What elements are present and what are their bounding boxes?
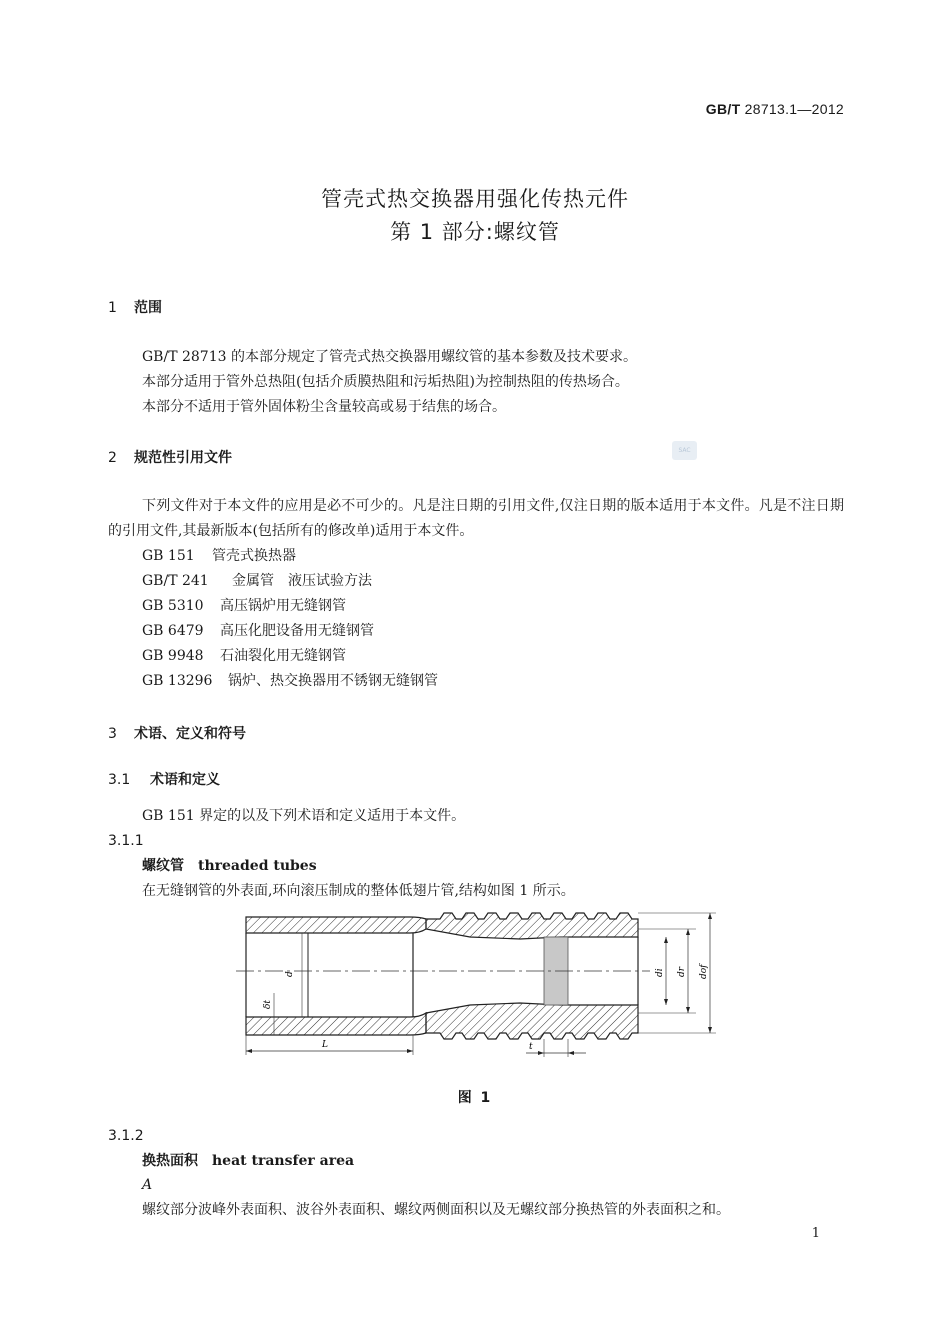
term-entry: 换热面积 heat transfer area [142,1153,355,1169]
term-definition: 在无缝钢管的外表面,环向滚压制成的整体低翅片管,结构如图 1 所示。 [142,883,575,899]
section-1-heading: 1 范围 [108,300,162,316]
reference-item: GB 151 管壳式换热器 [142,548,296,564]
term-entry: 螺纹管 threaded tubes [142,858,317,874]
document-title-line2: 第 1 部分:螺纹管 [390,220,560,244]
label-t: t [529,1042,533,1052]
watermark-logo: SAC [672,441,697,460]
clause-number: 3.1.2 [108,1128,144,1144]
threaded-tube-figure [230,905,730,1065]
label-d: d [285,971,295,977]
reference-item: GB/T 241 金属管 液压试验方法 [142,573,372,589]
document-title-line1: 管壳式热交换器用强化传热元件 [321,187,629,211]
section-2-heading: 2 规范性引用文件 [108,450,232,466]
reference-item: GB 9948 石油裂化用无缝钢管 [142,648,346,664]
term-symbol: A [142,1177,153,1193]
section-2-intro: 下列文件对于本文件的应用是必不可少的。凡是注日期的引用文件,仅注日期的版本适用于本文件。凡是不注日期的引用文件,其最新版本(包括所有的修改单)适用于本文件。 [108,498,844,539]
section-1-paragraph: 本部分不适用于管外固体粉尘含量较高或易于结焦的场合。 [142,399,506,415]
section-3-1-heading: 3.1 术语和定义 [108,772,220,788]
label-di: di [655,968,665,977]
section-3-heading: 3 术语、定义和符号 [108,726,246,742]
reference-item: GB 6479 高压化肥设备用无缝钢管 [142,623,374,639]
clause-number: 3.1.1 [108,833,144,849]
reference-item: GB 13296 锅炉、热交换器用不锈钢无缝钢管 [142,673,438,689]
standard-header: GB/T 28713.1—2012 [705,101,844,117]
section-3-1-text: GB 151 界定的以及下列术语和定义适用于本文件。 [142,808,466,824]
label-delta: δt [263,999,273,1009]
page-number: 1 [811,1226,820,1241]
reference-item: GB 5310 高压锅炉用无缝钢管 [142,598,346,614]
section-1-paragraph: 本部分适用于管外总热阻(包括介质膜热阻和污垢热阻)为控制热阻的传热场合。 [142,374,629,390]
term-definition: 螺纹部分波峰外表面积、波谷外表面积、螺纹两侧面积以及无螺纹部分换热管的外表面积之和。 [142,1202,730,1218]
label-L: L [322,1040,328,1050]
section-1-paragraph: GB/T 28713 的本部分规定了管壳式热交换器用螺纹管的基本参数及技术要求。 [142,349,637,365]
label-dof: dof [699,964,709,979]
figure-caption: 图 1 [457,1090,493,1106]
label-dr: dr [677,966,687,977]
